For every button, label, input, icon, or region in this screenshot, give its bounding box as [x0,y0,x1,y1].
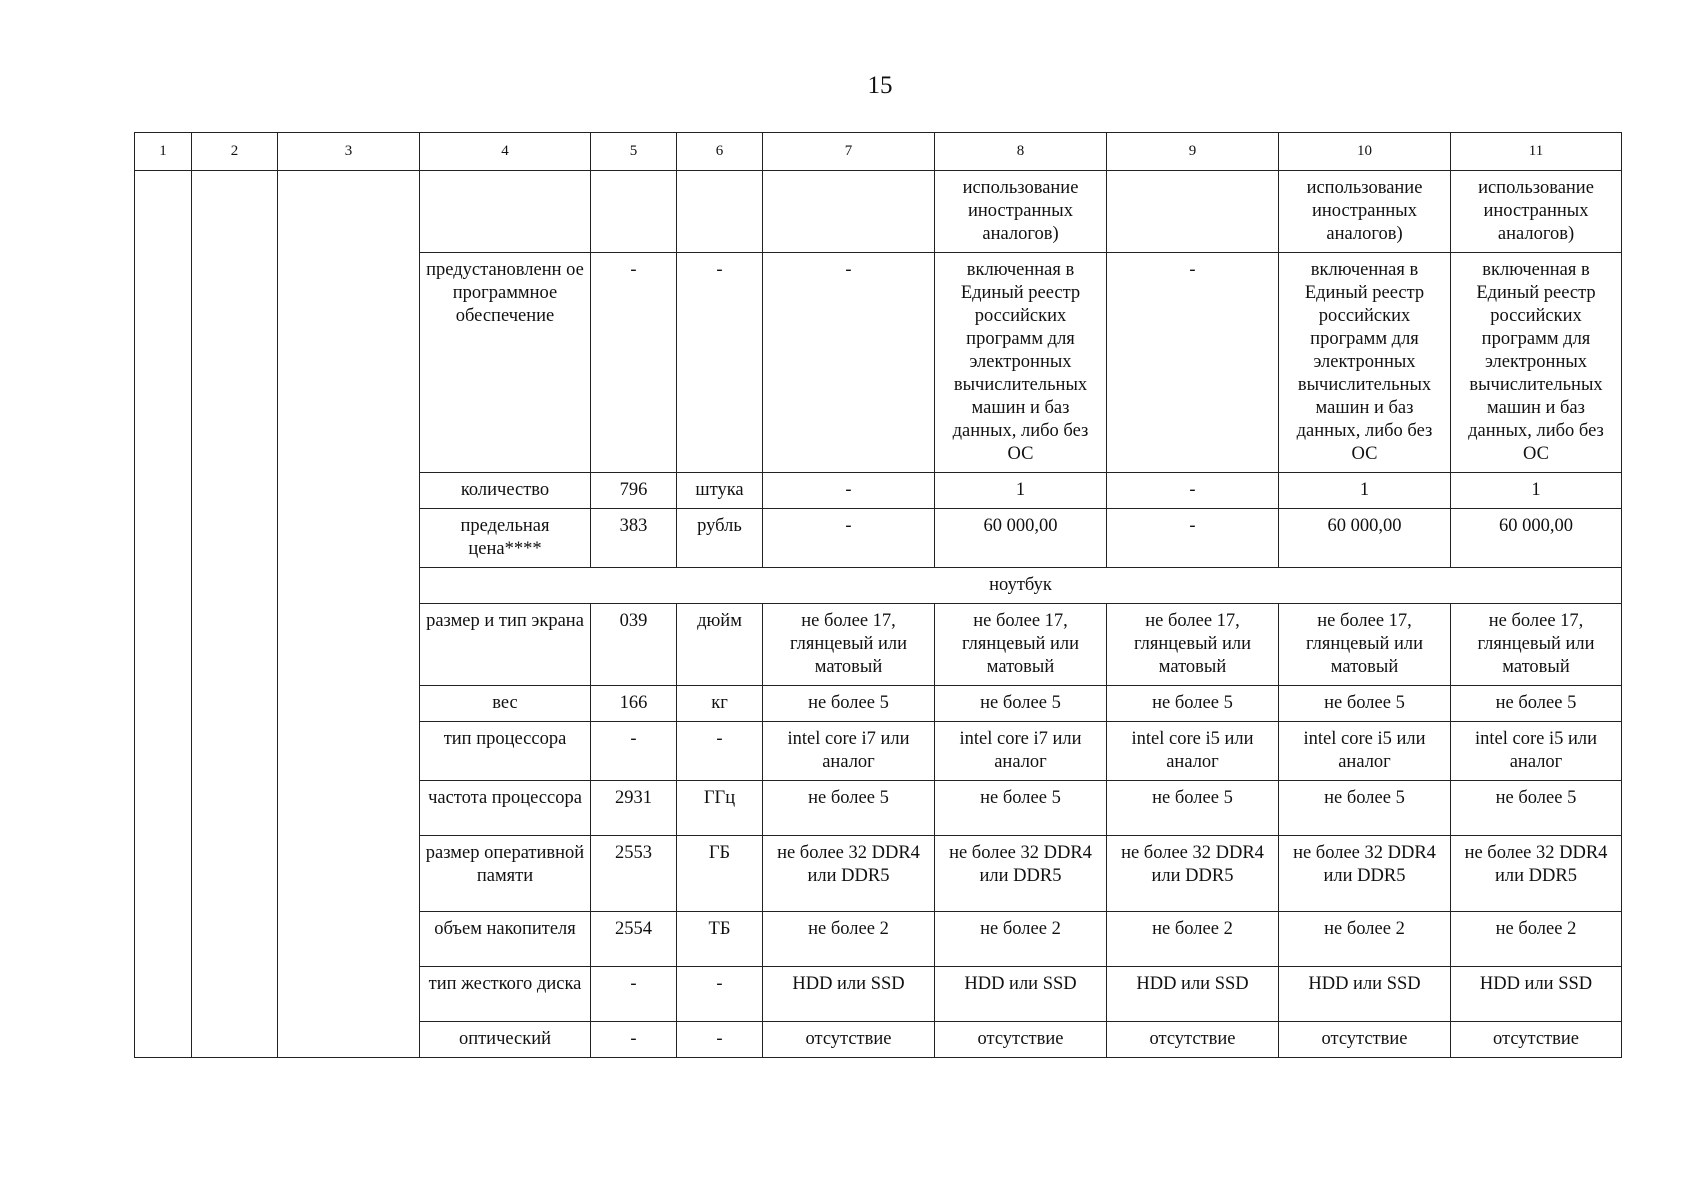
value-cell: не более 17, глянцевый или матовый [1107,604,1279,686]
table-row [135,171,1622,253]
value-cell: не более 17, глянцевый или матовый [935,604,1107,686]
value-cell: не более 2 [1451,912,1622,967]
unit-name: рубль [677,509,763,568]
characteristic-name: размер оперативной памяти [420,836,591,912]
okei-code: - [591,253,677,473]
specification-table [134,132,1622,1058]
column-number: 10 [1279,133,1451,171]
value-cell: не более 5 [935,686,1107,722]
value-cell: не более 32 DDR4 или DDR5 [935,836,1107,912]
value-cell: 1 [1279,473,1451,509]
value-cell: включенная в Единый реестр российских программ для электронных вычислительных машин и баз данных, либо без ОС [1279,253,1451,473]
section-title: ноутбук [420,568,1622,604]
unit-name: ГБ [677,836,763,912]
value-cell: - [1107,509,1279,568]
column-number: 7 [763,133,935,171]
value-cell: intel core i7 или аналог [935,722,1107,781]
value-cell: использование иностранных аналогов) [935,171,1107,253]
value-cell: - [763,473,935,509]
value-cell: HDD или SSD [1107,967,1279,1022]
value-cell: отсутствие [935,1022,1107,1058]
characteristic-name: количество [420,473,591,509]
characteristic-name: объем накопителя [420,912,591,967]
value-cell: не более 2 [935,912,1107,967]
value-cell: не более 5 [1279,686,1451,722]
unit-name: ТБ [677,912,763,967]
column-number: 3 [278,133,420,171]
value-cell: 60 000,00 [1279,509,1451,568]
unit-name: ГГц [677,781,763,836]
value-cell: не более 5 [1107,686,1279,722]
okei-code: - [591,1022,677,1058]
value-cell: не более 17, глянцевый или матовый [1451,604,1622,686]
value-cell [1107,171,1279,253]
characteristic-name: вес [420,686,591,722]
value-cell: 60 000,00 [1451,509,1622,568]
value-cell: не более 17, глянцевый или матовый [1279,604,1451,686]
value-cell: не более 5 [763,686,935,722]
okei-code: 2554 [591,912,677,967]
value-cell: не более 32 DDR4 или DDR5 [763,836,935,912]
characteristic-name: оптический [420,1022,591,1058]
value-cell: HDD или SSD [1279,967,1451,1022]
page-number: 15 [867,72,893,99]
value-cell: использование иностранных аналогов) [1451,171,1622,253]
value-cell: не более 5 [1451,781,1622,836]
column-number: 8 [935,133,1107,171]
column-numbers-row [135,133,1622,171]
column-number: 5 [591,133,677,171]
empty-merged-cell-col3 [278,171,420,1058]
value-cell: отсутствие [1451,1022,1622,1058]
okei-code: 383 [591,509,677,568]
value-cell: intel core i5 или аналог [1451,722,1622,781]
column-number: 1 [135,133,192,171]
column-number: 6 [677,133,763,171]
value-cell: HDD или SSD [763,967,935,1022]
unit-name: - [677,253,763,473]
column-number: 11 [1451,133,1622,171]
value-cell: 60 000,00 [935,509,1107,568]
value-cell: - [763,509,935,568]
okei-code: - [591,722,677,781]
characteristic-name: частота процессора [420,781,591,836]
value-cell [763,171,935,253]
unit-name: кг [677,686,763,722]
unit-name [677,171,763,253]
value-cell: не более 17, глянцевый или матовый [763,604,935,686]
characteristic-name: предельная цена**** [420,509,591,568]
value-cell: 1 [935,473,1107,509]
empty-merged-cell-col2 [192,171,278,1058]
column-number: 2 [192,133,278,171]
value-cell: отсутствие [763,1022,935,1058]
value-cell: не более 32 DDR4 или DDR5 [1451,836,1622,912]
okei-code: 796 [591,473,677,509]
characteristic-name: предустановленн ое программное обеспечение [420,253,591,473]
value-cell: - [1107,473,1279,509]
value-cell: отсутствие [1107,1022,1279,1058]
value-cell: не более 5 [1107,781,1279,836]
okei-code: - [591,967,677,1022]
value-cell: не более 5 [935,781,1107,836]
okei-code: 2553 [591,836,677,912]
okei-code: 2931 [591,781,677,836]
value-cell: - [1107,253,1279,473]
value-cell: не более 32 DDR4 или DDR5 [1279,836,1451,912]
value-cell: intel core i7 или аналог [763,722,935,781]
unit-name: - [677,1022,763,1058]
column-number: 4 [420,133,591,171]
value-cell: не более 5 [1451,686,1622,722]
value-cell: включенная в Единый реестр российских программ для электронных вычислительных машин и баз данных, либо без ОС [935,253,1107,473]
value-cell: не более 32 DDR4 или DDR5 [1107,836,1279,912]
unit-name: дюйм [677,604,763,686]
characteristic-name: тип жесткого диска [420,967,591,1022]
value-cell: использование иностранных аналогов) [1279,171,1451,253]
value-cell: отсутствие [1279,1022,1451,1058]
okei-code [591,171,677,253]
characteristic-name [420,171,591,253]
value-cell: 1 [1451,473,1622,509]
value-cell: не более 5 [1279,781,1451,836]
value-cell: не более 2 [1107,912,1279,967]
okei-code: 166 [591,686,677,722]
value-cell: не более 5 [763,781,935,836]
value-cell: HDD или SSD [935,967,1107,1022]
unit-name: - [677,722,763,781]
characteristic-name: тип процессора [420,722,591,781]
value-cell: HDD или SSD [1451,967,1622,1022]
value-cell: - [763,253,935,473]
value-cell: включенная в Единый реестр российских программ для электронных вычислительных машин и баз данных, либо без ОС [1451,253,1622,473]
value-cell: не более 2 [1279,912,1451,967]
unit-name: - [677,967,763,1022]
value-cell: intel core i5 или аналог [1107,722,1279,781]
unit-name: штука [677,473,763,509]
value-cell: intel core i5 или аналог [1279,722,1451,781]
value-cell: не более 2 [763,912,935,967]
okei-code: 039 [591,604,677,686]
empty-merged-cell-col1 [135,171,192,1058]
column-number: 9 [1107,133,1279,171]
characteristic-name: размер и тип экрана [420,604,591,686]
